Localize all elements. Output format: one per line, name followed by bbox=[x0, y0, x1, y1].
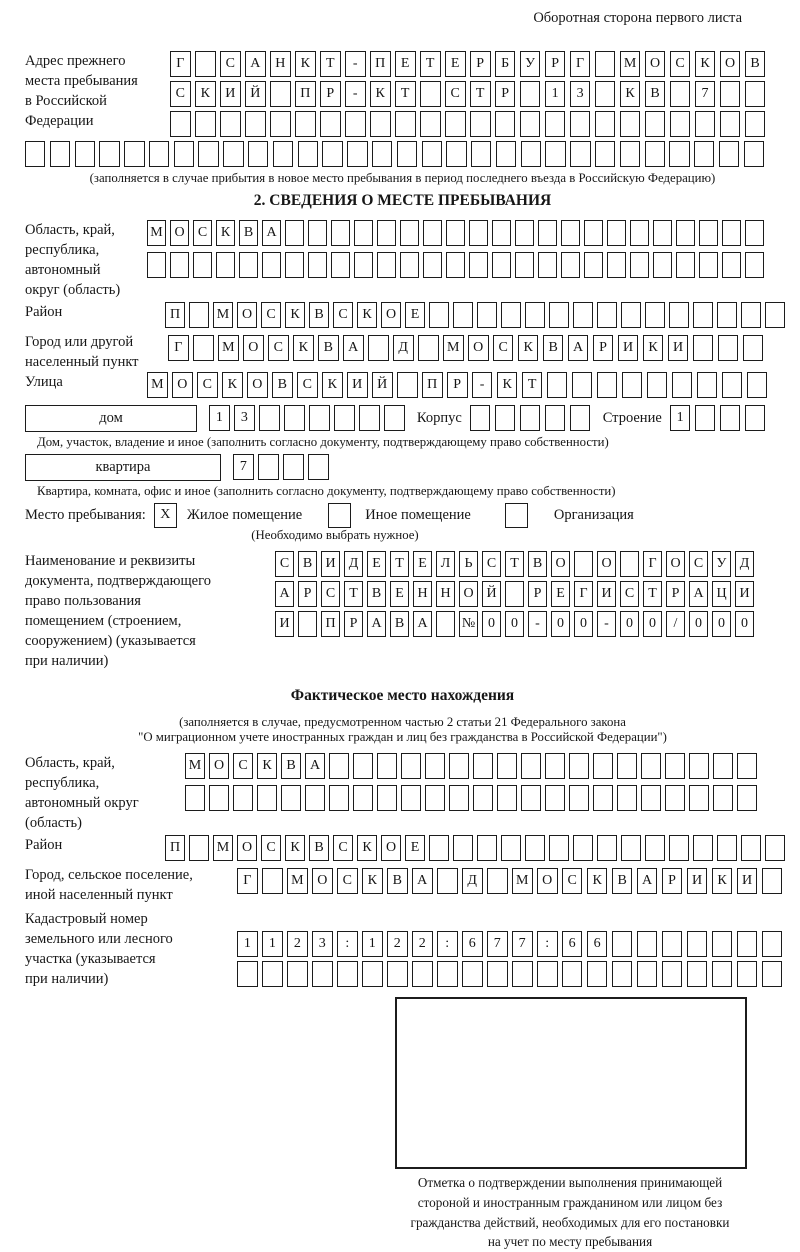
stay-type-option-organization: Организация bbox=[553, 507, 634, 523]
corpus-label: Корпус bbox=[416, 410, 462, 426]
actual-region-block bbox=[25, 753, 780, 833]
city-label: Город или другой населенный пункт bbox=[25, 334, 139, 370]
prev-address-row-4 bbox=[25, 141, 780, 167]
actual-region-label: Область, край, республика, автономный округ (область) bbox=[25, 755, 139, 831]
cadastral-row-1: 1 1 2 3 : 1 2 2 : 6 7 7 : 6 6 bbox=[237, 931, 787, 957]
stay-type-option-other: Иное помещение bbox=[365, 507, 471, 523]
stay-type-checkbox-organization bbox=[505, 503, 528, 528]
actual-location-title: Фактическое место нахождения bbox=[290, 687, 515, 704]
actual-region-grid bbox=[185, 753, 761, 815]
cadastral-block bbox=[25, 909, 780, 991]
back-side-title: Оборотная сторона первого листа bbox=[533, 10, 742, 26]
stay-type-checkbox-residential: X bbox=[154, 503, 177, 528]
street-row: М О С К О В С К И Й П Р - К Т bbox=[147, 372, 772, 398]
stroenie-label: Строение bbox=[602, 410, 662, 426]
document-row-2: А Р С Т В Е Н Н О Й Р Е Г И С Т Р А Ц И bbox=[275, 581, 758, 607]
stay-type-checkbox-other bbox=[328, 503, 351, 528]
document-grid bbox=[275, 551, 758, 641]
prev-address-row-1: Г С А Н К Т - П Е Т Е Р Б У Р Г М О С К О В bbox=[170, 51, 770, 77]
actual-city-block bbox=[25, 865, 780, 905]
apartment-number-cells: 7 bbox=[233, 454, 333, 480]
prev-address-block bbox=[25, 51, 780, 141]
district-label: Район bbox=[25, 304, 63, 320]
actual-location-note: (заполняется в случае, предусмотренном частью 2 статьи 21 Федерального закона "О миграционном учете иностранных граждан и лиц без гражданства в Российской Федерации") bbox=[138, 715, 667, 744]
city-block bbox=[25, 332, 780, 372]
stamp-caption: Отметка о подтверждении выполнения принимающей стороной и иностранным гражданином или лицом без гражданства действий, необходимых для его постановки на учет по месту пребывания bbox=[410, 1175, 730, 1250]
document-label: Наименование и реквизиты документа, подтверждающего право пользования помещением (строением, сооружением) (указывается при наличии) bbox=[25, 553, 211, 669]
region-row-1: М О С К В А bbox=[147, 220, 768, 246]
house-number-cells: 1 3 bbox=[209, 405, 409, 431]
actual-region-row-1: М О С К В А bbox=[185, 753, 761, 779]
stay-type-note: (Необходимо выбрать нужное) bbox=[251, 528, 419, 542]
actual-district-row: П М О С К В С К О Е bbox=[165, 835, 789, 861]
actual-city-label: Город, сельское поселение, иной населенный пункт bbox=[25, 867, 193, 903]
stay-type-option-residential: Жилое помещение bbox=[186, 507, 303, 523]
actual-district-label: Район bbox=[25, 837, 63, 853]
apartment-block bbox=[25, 454, 780, 484]
stamp-box bbox=[395, 997, 747, 1169]
stay-type-label: Место пребывания: bbox=[25, 507, 146, 523]
apartment-type-box: квартира bbox=[25, 454, 221, 481]
document-row-1: С В И Д Е Т Е Л Ь С Т В О О Г О С У Д bbox=[275, 551, 758, 577]
street-label: Улица bbox=[25, 374, 63, 390]
district-block bbox=[25, 302, 780, 332]
house-type-box: дом bbox=[25, 405, 197, 432]
region-row-2 bbox=[147, 252, 768, 278]
region-grid bbox=[147, 220, 768, 282]
prev-address-row-3 bbox=[170, 111, 770, 137]
prev-address-label: Адрес прежнего места пребывания в Российской Федерации bbox=[25, 53, 138, 129]
prev-address-grid bbox=[170, 51, 770, 141]
street-block bbox=[25, 372, 780, 402]
prev-address-row-2: С К И Й П Р - К Т С Т Р 1 3 К В 7 bbox=[170, 81, 770, 107]
actual-district-block bbox=[25, 835, 780, 865]
stay-type-block bbox=[25, 503, 780, 528]
actual-city-row: Г М О С К В А Д М О С К В А Р И К И bbox=[237, 868, 787, 894]
document-row-3: И П Р А В А № 0 0 - 0 0 - 0 0 / 0 0 0 bbox=[275, 611, 758, 637]
section2-title: 2. СВЕДЕНИЯ О МЕСТЕ ПРЕБЫВАНИЯ bbox=[253, 192, 552, 209]
apartment-caption: Квартира, комната, офис и иное (заполнить согласно документу, подтверждающему право собственности) bbox=[37, 484, 616, 498]
house-caption: Дом, участок, владение и иное (заполнить согласно документу, подтверждающему право собственности) bbox=[37, 435, 609, 449]
document-block bbox=[25, 551, 780, 671]
cadastral-grid bbox=[237, 909, 787, 991]
prev-address-note: (заполняется в случае прибытия в новое место пребывания в период последнего въезда в Российскую Федерацию) bbox=[89, 171, 716, 185]
district-row: П М О С К В С К О Е bbox=[165, 302, 789, 328]
region-block bbox=[25, 220, 780, 300]
house-block bbox=[25, 405, 780, 435]
cadastral-row-2 bbox=[237, 961, 787, 987]
cadastral-label: Кадастровый номер земельного или лесного участка (указывается при наличии) bbox=[25, 911, 173, 987]
city-row: Г М О С К В А Д М О С К В А Р И К И bbox=[168, 335, 768, 361]
actual-region-row-2 bbox=[185, 785, 761, 811]
corpus-cells bbox=[470, 405, 595, 431]
region-label: Область, край, республика, автономный округ (область) bbox=[25, 222, 121, 298]
stroenie-cells: 1 bbox=[670, 405, 770, 431]
